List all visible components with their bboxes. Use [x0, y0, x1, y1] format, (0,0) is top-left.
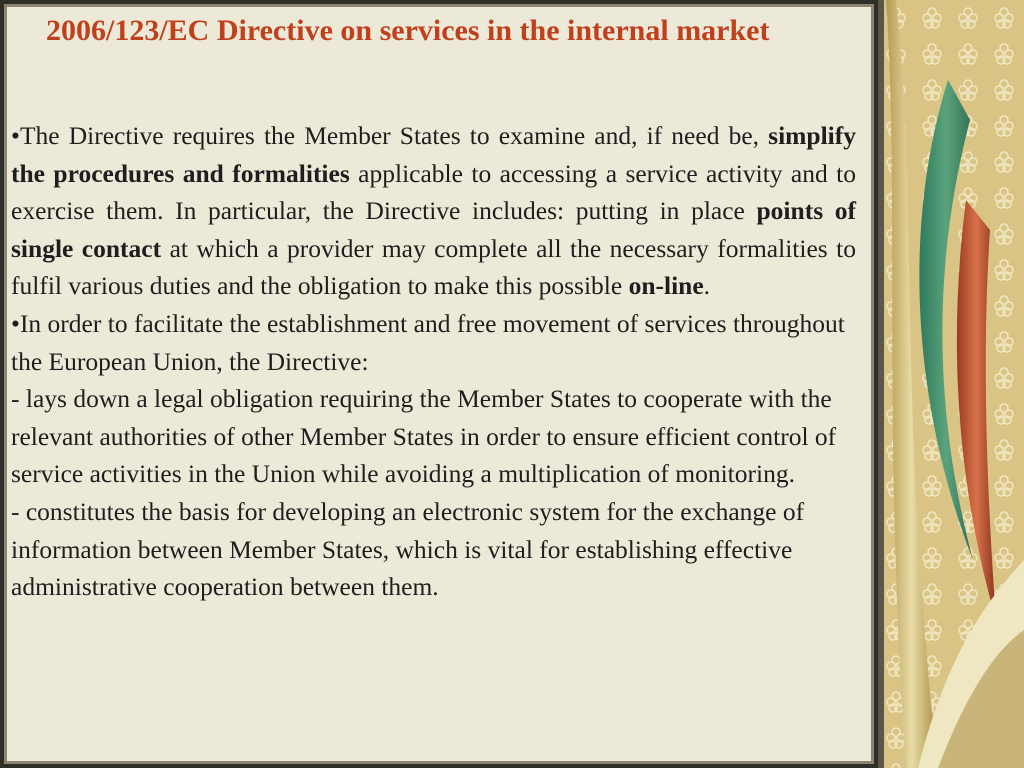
dash-item-1: - lays down a legal obligation requiring the Member States to cooperate with the relevant authorities of other Member States in order to ensure efficient control of service activities in the Union while avoiding a multiplication of monitoring. — [11, 384, 837, 489]
bold-run-points-of-single-contact: points of single contact — [11, 196, 856, 263]
bold-run-on-line: on-line — [628, 271, 704, 301]
bullet-paragraph-2 — [11, 305, 856, 380]
decorative-side-panel — [878, 0, 1024, 768]
bullet-glyph: • — [11, 308, 20, 338]
slide-title: 2006/123/EC Directive on services in the internal market — [46, 14, 770, 47]
bullet-glyph: • — [11, 121, 20, 150]
text-run: at which a provider may complete all the necessary formalities to fulfil various duties and the obligation to make this possible — [11, 233, 856, 301]
bold-run-simplify: simplify the procedures and formalities — [11, 121, 856, 188]
text-run: The Directive requires the Member States to examine and, if need be, — [19, 121, 769, 150]
text-run: applicable to accessing a service activity and to exercise them. In particular, the Directive includes: putting in place — [11, 158, 856, 226]
text-run: In order to facilitate the establishment and free movement of services throughout the European Union, the Directive: — [11, 308, 845, 376]
dash-item-2: - constitutes the basis for developing an electronic system for the exchange of information between Member States, which is vital for establishing effective administrative cooperation between them. — [11, 496, 805, 602]
floral-ribbon-decoration-icon — [878, 0, 1024, 768]
bullet-paragraph-1 — [11, 117, 856, 305]
slide-body — [11, 117, 856, 606]
text-run: . — [703, 271, 711, 301]
